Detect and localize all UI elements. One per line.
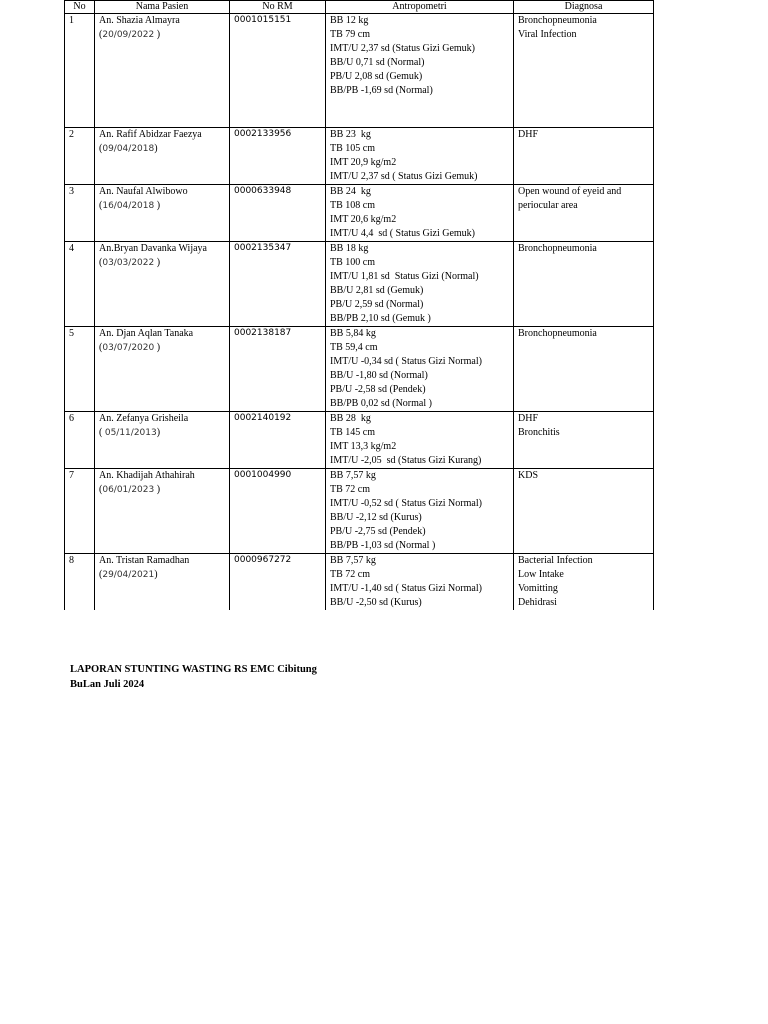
cell-patient	[95, 242, 230, 327]
dob-close-paren: )	[154, 568, 158, 580]
table-row	[65, 469, 654, 554]
patient-name: An. Naufal Alwibowo	[99, 186, 188, 197]
patient-name: An. Tristan Ramadhan	[99, 555, 190, 566]
diagnosa-line: Bronchitis	[518, 426, 560, 438]
cell-no-rm: 0000967272	[230, 554, 326, 610]
dob-open-paren: (	[99, 256, 103, 268]
patient-name: An. Zefanya Grisheila	[99, 413, 189, 424]
table-row	[65, 554, 654, 610]
antropometri-line: IMT/U 2,37 sd ( Status Gizi Gemuk)	[330, 170, 478, 182]
report-title: LAPORAN STUNTING WASTING RS EMC Cibitung	[70, 664, 317, 675]
cell-no-rm: 0001015151	[230, 14, 326, 128]
cell-antropometri	[326, 128, 514, 185]
patient-name: An.Bryan Davanka Wijaya	[99, 243, 207, 254]
cell-antropometri	[326, 185, 514, 242]
antropometri-line: IMT/U 1,81 sd Status Gizi (Normal)	[330, 270, 479, 282]
patient-dob	[99, 568, 225, 583]
diagnosa-line: DHF	[518, 129, 539, 140]
table-row	[65, 185, 654, 242]
patient-dob	[99, 142, 225, 157]
cell-antropometri	[326, 14, 514, 128]
cell-diagnosa	[514, 128, 654, 185]
antropometri-line: BB 28 kg	[330, 413, 371, 424]
dob-open-paren: (	[99, 568, 103, 580]
patient-dob	[99, 199, 225, 214]
header-nama-pasien: Nama Pasien	[95, 1, 230, 14]
antropometri-line: TB 59,4 cm	[330, 341, 378, 353]
antropometri-line: TB 100 cm	[330, 256, 375, 268]
antropometri-line: IMT/U -0,52 sd ( Status Gizi Normal)	[330, 497, 482, 509]
dob-open-paren: (	[99, 28, 103, 40]
cell-antropometri	[326, 554, 514, 610]
antropometri-line: TB 105 cm	[330, 142, 375, 154]
antropometri-line: PB/U 2,59 sd (Normal)	[330, 298, 424, 310]
cell-diagnosa	[514, 554, 654, 610]
antropometri-line: BB 24 kg	[330, 186, 371, 197]
antropometri-line: IMT/U -1,40 sd ( Status Gizi Normal)	[330, 582, 482, 594]
cell-antropometri	[326, 327, 514, 412]
dob-close-paren: )	[154, 199, 161, 211]
dob-date: 20/09/2022	[102, 29, 155, 40]
dob-date: 09/04/2018	[102, 143, 155, 154]
diagnosa-line: Viral Infection	[518, 28, 577, 40]
antropometri-line: BB/PB -1,03 sd (Normal )	[330, 539, 436, 551]
dob-date: 16/04/2018	[102, 200, 155, 211]
antropometri-line: BB 5,84 kg	[330, 328, 376, 339]
cell-antropometri	[326, 242, 514, 327]
patient-name: An. Khadijah Athahirah	[99, 470, 195, 481]
dob-open-paren: (	[99, 341, 103, 353]
header-no-rm: No RM	[230, 1, 326, 14]
antropometri-line: IMT/U -2,05 sd (Status Gizi Kurang)	[330, 454, 482, 466]
antropometri-line: BB/PB 0,02 sd (Normal )	[330, 397, 432, 409]
dob-open-paren: (	[99, 483, 103, 495]
cell-no: 4	[65, 242, 95, 327]
table-row	[65, 128, 654, 185]
dob-close-paren: )	[154, 483, 161, 495]
cell-patient	[95, 14, 230, 128]
dob-date: 06/01/2023	[102, 484, 155, 495]
dob-close-paren: )	[154, 28, 161, 40]
cell-no: 7	[65, 469, 95, 554]
diagnosa-line: Open wound of eyeid and periocular area	[518, 186, 622, 211]
cell-no: 2	[65, 128, 95, 185]
cell-patient	[95, 469, 230, 554]
table-header-row	[65, 1, 654, 14]
dob-open-paren: (	[99, 426, 105, 438]
diagnosa-line: Bronchopneumonia	[518, 243, 597, 254]
antropometri-line: IMT 20,9 kg/m2	[330, 156, 397, 168]
patient-name: An. Rafif Abidzar Faezya	[99, 129, 202, 140]
patient-dob	[99, 426, 225, 441]
dob-close-paren: )	[154, 341, 161, 353]
header-antropometri: Antropometri	[326, 1, 514, 14]
antropometri-line: BB/U -2,50 sd (Kurus)	[330, 596, 422, 608]
antropometri-line: PB/U -2,58 sd (Pendek)	[330, 383, 426, 395]
cell-no: 6	[65, 412, 95, 469]
antropometri-line: BB 7,57 kg	[330, 555, 376, 566]
patient-dob	[99, 483, 225, 498]
cell-no: 8	[65, 554, 95, 610]
antropometri-line: TB 72 cm	[330, 483, 370, 495]
header-no: No	[65, 1, 95, 14]
diagnosa-line: Bronchopneumonia	[518, 328, 597, 339]
patient-dob	[99, 28, 225, 43]
dob-date: 29/04/2021	[102, 569, 155, 580]
antropometri-line: BB/U 2,81 sd (Gemuk)	[330, 284, 424, 296]
cell-patient	[95, 327, 230, 412]
dob-open-paren: (	[99, 142, 103, 154]
cell-diagnosa	[514, 327, 654, 412]
cell-no-rm: 0002138187	[230, 327, 326, 412]
cell-diagnosa	[514, 242, 654, 327]
header-diagnosa: Diagnosa	[514, 1, 654, 14]
cell-diagnosa	[514, 185, 654, 242]
dob-date: 03/07/2020	[102, 342, 155, 353]
dob-close-paren: )	[156, 426, 161, 438]
antropometri-line: IMT 20,6 kg/m2	[330, 213, 397, 225]
patient-name: An. Djan Aqlan Tanaka	[99, 328, 194, 339]
antropometri-line: PB/U -2,75 sd (Pendek)	[330, 525, 426, 537]
dob-open-paren: (	[99, 199, 103, 211]
table-row	[65, 14, 654, 128]
antropometri-line: TB 145 cm	[330, 426, 375, 438]
dob-date: 03/03/2022	[102, 257, 155, 268]
antropometri-line: TB 72 cm	[330, 568, 370, 580]
cell-patient	[95, 412, 230, 469]
report-period: BuLan Juli 2024	[70, 679, 145, 690]
cell-no-rm: 0002135347	[230, 242, 326, 327]
diagnosa-line: Bacterial Infection	[518, 555, 593, 566]
antropometri-line: BB/U 0,71 sd (Normal)	[330, 56, 425, 68]
cell-no-rm: 0002140192	[230, 412, 326, 469]
cell-no-rm: 0000633948	[230, 185, 326, 242]
cell-no-rm: 0001004990	[230, 469, 326, 554]
table-row	[65, 327, 654, 412]
diagnosa-line: Bronchopneumonia	[518, 15, 597, 26]
cell-patient	[95, 554, 230, 610]
antropometri-line: BB/U -1,80 sd (Normal)	[330, 369, 428, 381]
diagnosa-line: Dehidrasi	[518, 596, 557, 608]
antropometri-line: IMT 13,3 kg/m2	[330, 440, 397, 452]
patient-name: An. Shazia Almayra	[99, 15, 180, 26]
antropometri-line: BB 18 kg	[330, 243, 369, 254]
diagnosa-line: KDS	[518, 470, 539, 481]
table-row	[65, 242, 654, 327]
diagnosa-line: DHF	[518, 413, 539, 424]
dob-date: 05/11/2013	[104, 427, 157, 438]
diagnosa-line: Vomitting	[518, 582, 558, 594]
antropometri-line: BB/PB 2,10 sd (Gemuk )	[330, 312, 431, 324]
cell-no: 1	[65, 14, 95, 128]
patient-dob	[99, 341, 225, 356]
cell-no: 3	[65, 185, 95, 242]
antropometri-line: BB 23 kg	[330, 129, 371, 140]
dob-close-paren: )	[154, 142, 158, 154]
report-footer	[70, 662, 317, 692]
cell-patient	[95, 128, 230, 185]
cell-antropometri	[326, 412, 514, 469]
antropometri-line: PB/U 2,08 sd (Gemuk)	[330, 70, 423, 82]
cell-no: 5	[65, 327, 95, 412]
antropometri-line: IMT/U 2,37 sd (Status Gizi Gemuk)	[330, 42, 475, 54]
antropometri-line: BB 7,57 kg	[330, 470, 376, 481]
diagnosa-line: Low Intake	[518, 568, 564, 580]
antropometri-line: BB/PB -1,69 sd (Normal)	[330, 84, 433, 96]
cell-antropometri	[326, 469, 514, 554]
table-row	[65, 412, 654, 469]
antropometri-line: BB 12 kg	[330, 15, 369, 26]
patient-dob	[99, 256, 225, 271]
cell-diagnosa	[514, 412, 654, 469]
cell-diagnosa	[514, 469, 654, 554]
antropometri-line: IMT/U -0,34 sd ( Status Gizi Normal)	[330, 355, 482, 367]
cell-no-rm: 0002133956	[230, 128, 326, 185]
antropometri-line: TB 108 cm	[330, 199, 375, 211]
dob-close-paren: )	[154, 256, 161, 268]
patient-report-table	[64, 0, 654, 610]
antropometri-line: BB/U -2,12 sd (Kurus)	[330, 511, 422, 523]
antropometri-line: IMT/U 4,4 sd ( Status Gizi Gemuk)	[330, 227, 475, 239]
cell-diagnosa	[514, 14, 654, 128]
cell-patient	[95, 185, 230, 242]
antropometri-line: TB 79 cm	[330, 28, 370, 40]
